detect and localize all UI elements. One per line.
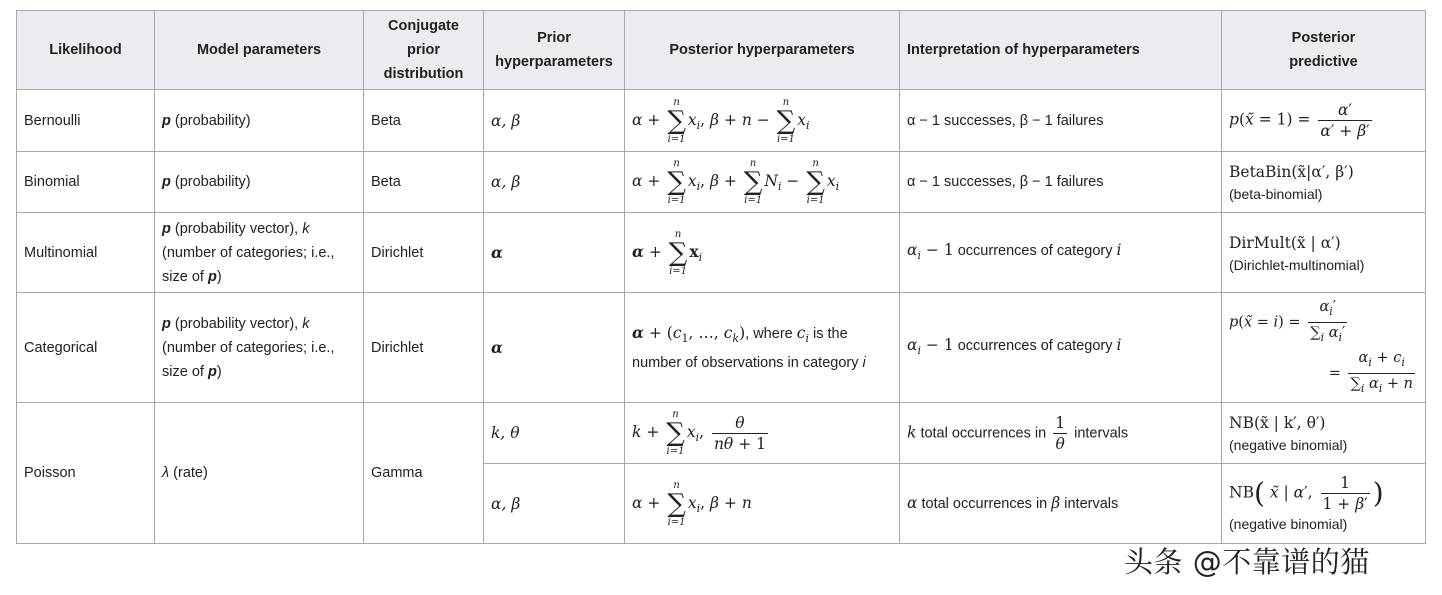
likelihood-cell: Categorical — [17, 293, 155, 403]
posterior-hyper-cell: k + n ∑ i=1 $x_i$, $\frac{\theta}{n\theta + 1}$ — [625, 403, 900, 464]
interpretation-cell: α total occurrences in β intervals — [900, 464, 1222, 544]
model-param-cell: p (probability) — [155, 152, 364, 213]
posterior-hyper-cell: α + n ∑ i=1 $x_i$, β + n ∑ i=1 $N_i$ − n ∑ i=1 $x_i$ — [625, 152, 900, 213]
prior-cell: Beta — [364, 152, 484, 213]
interpretation-cell: α − 1 successes, β − 1 failures — [900, 152, 1222, 213]
prior-cell: Beta — [364, 90, 484, 152]
prior-cell: Gamma — [364, 403, 484, 544]
model-param-cell: p (probability vector), k (number of categories; i.e., size of p) — [155, 293, 364, 403]
model-param-cell: p (probability) — [155, 90, 364, 152]
model-param-cell: p (probability vector), k (number of categories; i.e., size of p) — [155, 213, 364, 293]
predictive-note: (negative binomial) — [1229, 516, 1348, 532]
header-model-parameters: Model parameters — [155, 11, 364, 90]
posterior-hyper-cell: $\alpha + (c_1$, …, $c_k$), where $c_i$ is the number of observations in category i — [625, 293, 900, 403]
prior-hyper-cell: α, β — [484, 464, 625, 544]
prior-cell: Dirichlet — [364, 293, 484, 403]
predictive-formula: DirMult(x̃ | α′) — [1229, 233, 1341, 252]
prior-cell: Dirichlet — [364, 213, 484, 293]
table-header-row — [17, 11, 1426, 90]
interpretation-cell: α − 1 successes, β − 1 failures — [900, 90, 1222, 152]
predictive-formula-line2: = $\frac{\alpha_i + c_i}{\sum_i \alpha_i + n}$ — [1229, 348, 1418, 399]
header-prior-hyperparameters: Prior hyperparameters — [484, 11, 625, 90]
header-likelihood: Likelihood — [17, 11, 155, 90]
table-row-categorical — [17, 293, 1426, 403]
predictive-note: (beta-binomial) — [1229, 186, 1323, 202]
header-posterior-predictive: Posterior predictive — [1222, 11, 1426, 90]
prior-hyper-cell: α — [484, 293, 625, 403]
likelihood-cell: Bernoulli — [17, 90, 155, 152]
predictive-cell — [1222, 293, 1426, 403]
header-posterior-hyperparameters: Posterior hyperparameters — [625, 11, 900, 90]
table-row-bernoulli — [17, 90, 1426, 152]
interpretation-cell: $\alpha_i - 1$ occurrences of category i — [900, 213, 1222, 293]
interpretation-cell: $\alpha_i - 1$ occurrences of category i — [900, 293, 1222, 403]
posterior-hyper-cell: α + n ∑ i=1 $x_i$ — [625, 213, 900, 293]
predictive-cell — [1222, 464, 1426, 544]
predictive-note: (Dirichlet-multinomial) — [1229, 256, 1365, 273]
table-row-poisson-a — [17, 403, 1426, 464]
likelihood-cell: Poisson — [17, 403, 155, 544]
predictive-cell — [1222, 152, 1426, 213]
predictive-cell — [1222, 213, 1426, 293]
predictive-note: (negative binomial) — [1229, 437, 1348, 453]
predictive-formula: NB( x̃ | α′, $\frac{1}{1 + \beta'}$ ) — [1229, 474, 1384, 513]
posterior-hyper-cell: α + n ∑ i=1 $x_i$, β + n − n ∑ i=1 $x_i$ — [625, 90, 900, 152]
predictive-formula: NB(x̃ | k′, θ′) — [1229, 414, 1326, 432]
header-interpretation: Interpretation of hyperparameters — [900, 11, 1222, 90]
predictive-formula-line1: p(x̃ = i) = $\frac{\alpha_i'}{\sum_i \alpha_i'}$ — [1229, 297, 1418, 348]
watermark-text: 头条 @不靠谱的猫 — [1124, 545, 1370, 579]
model-param-cell: λ (rate) — [155, 403, 364, 544]
likelihood-cell: Multinomial — [17, 213, 155, 293]
likelihood-cell: Binomial — [17, 152, 155, 213]
predictive-cell — [1222, 403, 1426, 464]
posterior-hyper-cell: α + n ∑ i=1 $x_i$, β + n — [625, 464, 900, 544]
predictive-cell: p(x̃ = 1) = $\frac{\alpha'}{\alpha' + \beta'}$ — [1222, 90, 1426, 152]
table-row-binomial — [17, 152, 1426, 213]
conjugate-prior-table — [16, 10, 1426, 544]
prior-hyper-cell: α, β — [484, 152, 625, 213]
prior-hyper-cell: α — [484, 213, 625, 293]
interpretation-cell: k total occurrences in $\frac{1}{\theta}$ intervals — [900, 403, 1222, 464]
prior-hyper-cell: α, β — [484, 90, 625, 152]
header-conjugate-prior: Conjugate prior distribution — [364, 11, 484, 90]
prior-hyper-cell: k, θ — [484, 403, 625, 464]
table-row-multinomial — [17, 213, 1426, 293]
predictive-formula: BetaBin(x̃|α′, β′) — [1229, 163, 1354, 181]
